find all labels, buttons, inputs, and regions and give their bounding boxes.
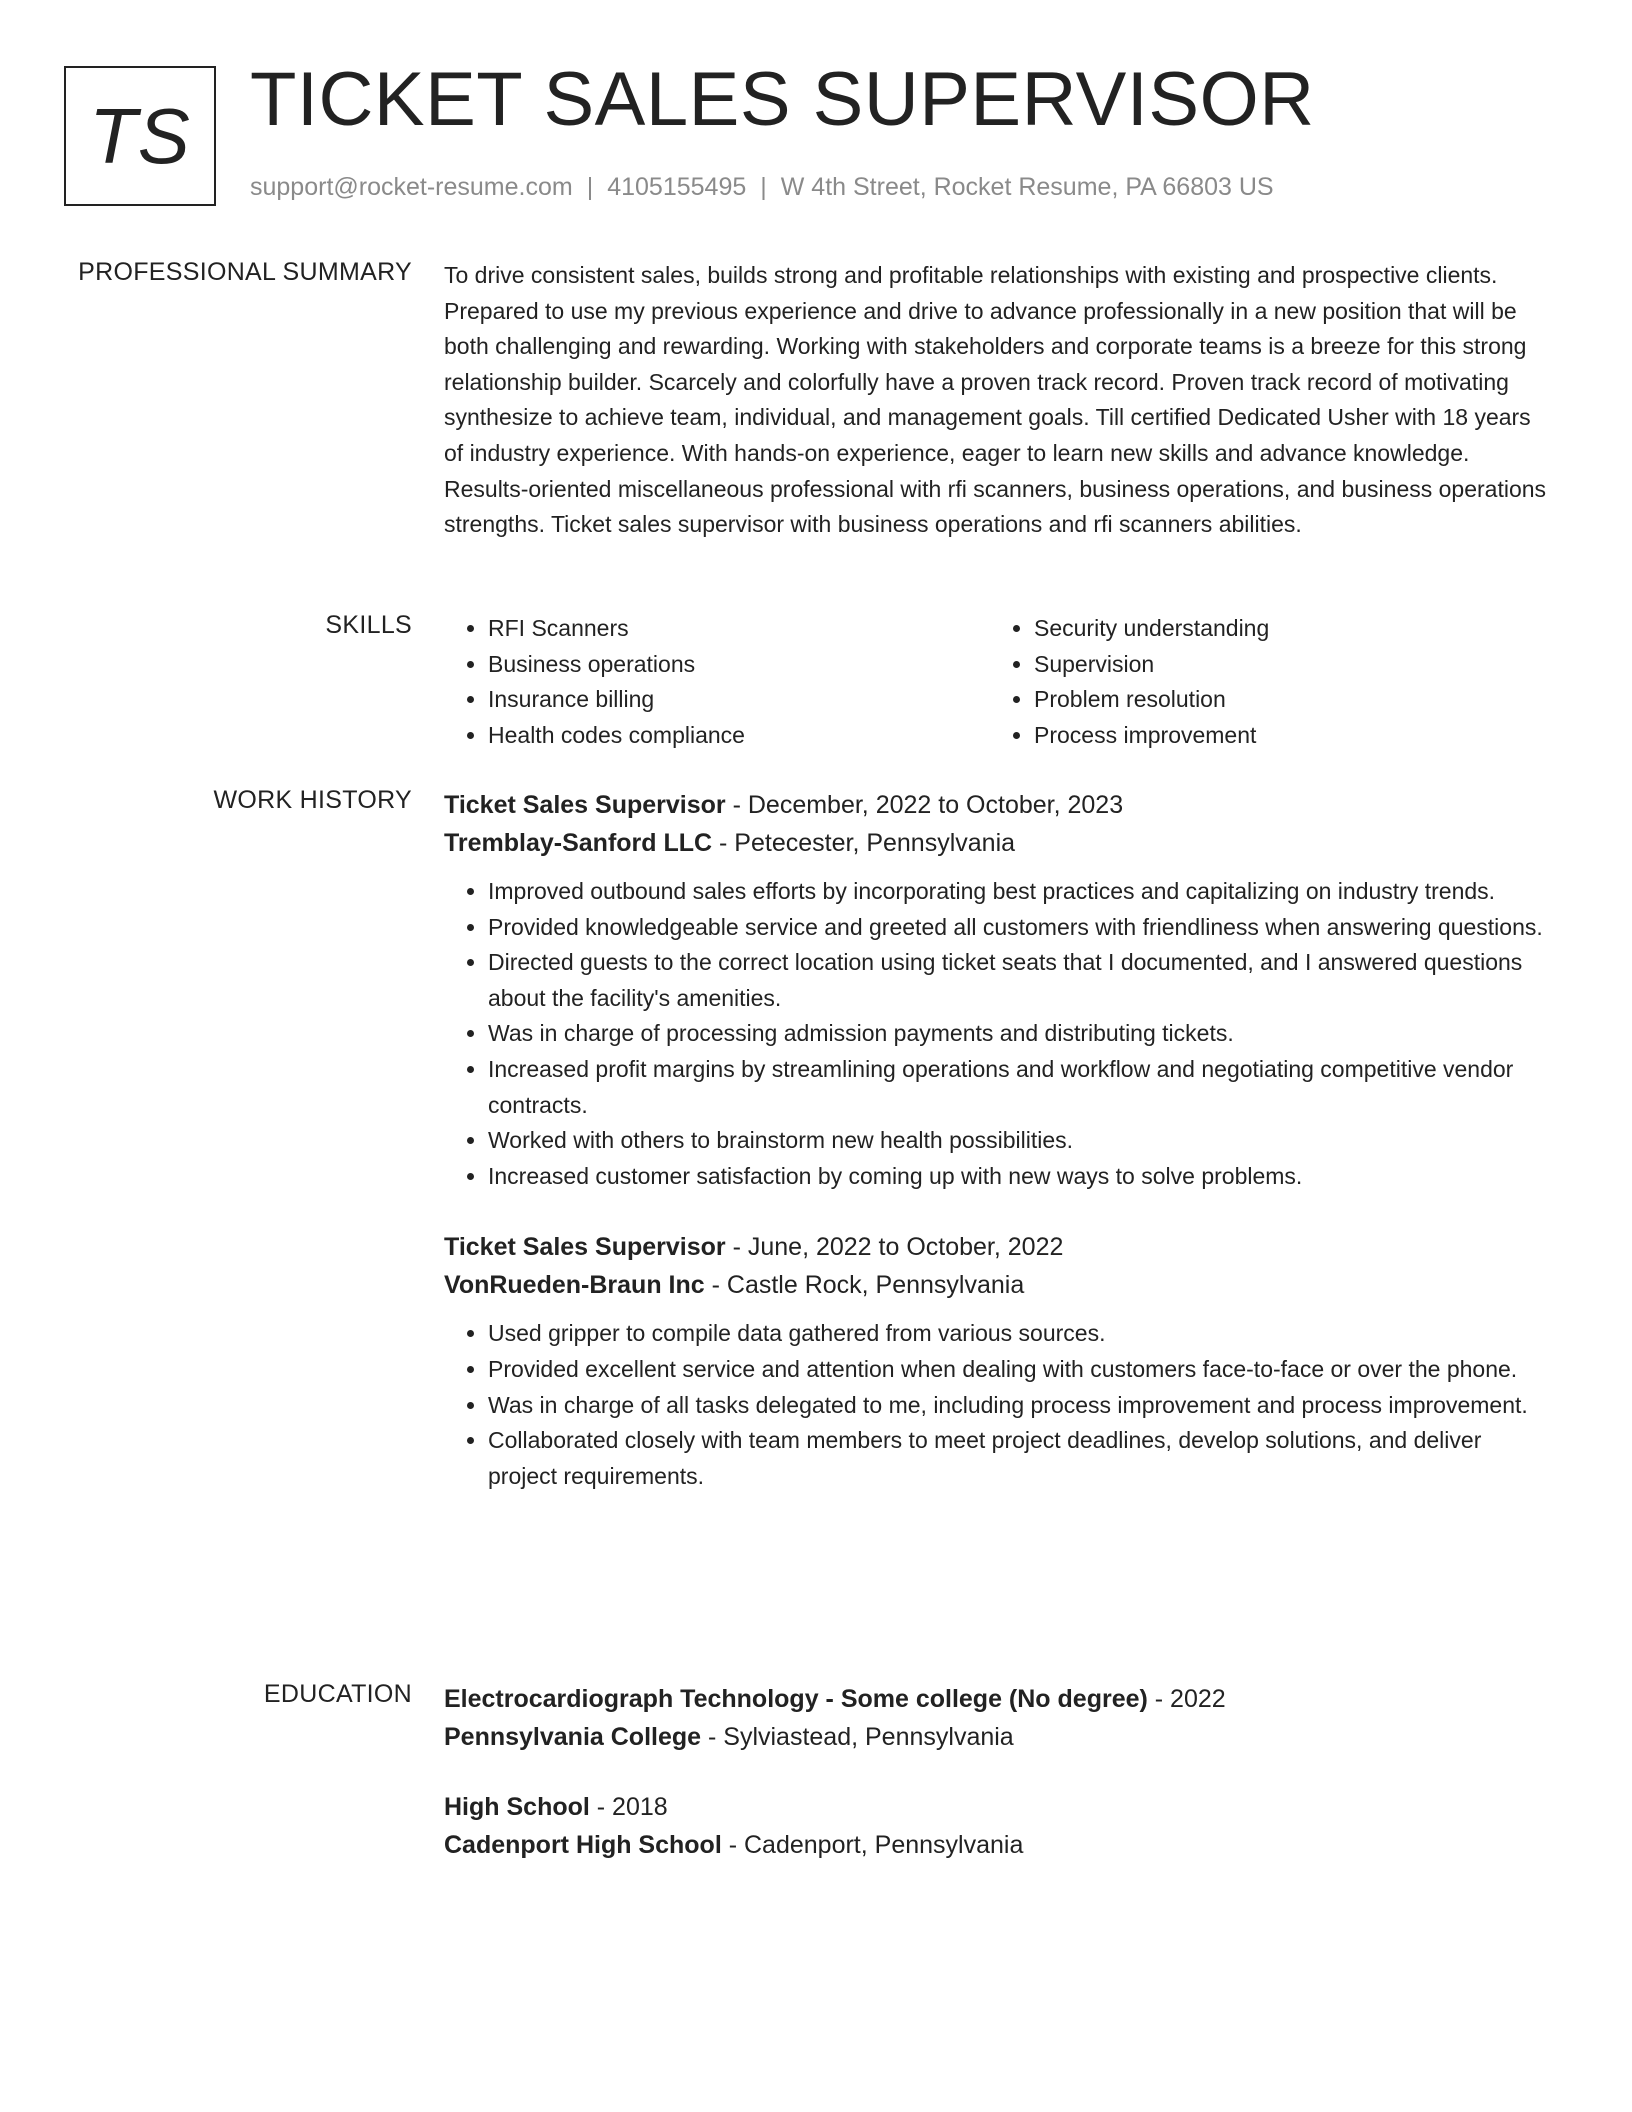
skills-list-right <box>990 611 1536 753</box>
skills-heading: SKILLS <box>325 611 412 639</box>
company-line <box>444 824 1556 862</box>
company-location: - Castle Rock, Pennsylvania <box>704 1271 1025 1300</box>
job-title-line <box>444 1228 1556 1266</box>
school-location: - Cadenport, Pennsylvania <box>721 1831 1024 1859</box>
candidate-name: TICKET SALES SUPERVISOR <box>250 57 1315 142</box>
job-bullet: • Was in charge of processing admission payments and distributing tickets. <box>488 1016 1556 1052</box>
skill-item: • RFI Scanners <box>488 611 990 647</box>
skills-list-left <box>444 611 990 753</box>
degree-year: - 2022 <box>1147 1685 1226 1713</box>
skill-item: • Business operations <box>488 647 990 683</box>
monogram-logo <box>64 66 216 206</box>
job-entry <box>444 786 1556 1194</box>
job-bullet: • Improved outbound sales efforts by incorporating best practices and capitalizing on industry trends. <box>488 874 1556 910</box>
monogram-initials: TS <box>89 91 191 180</box>
education-body <box>444 1680 1556 1896</box>
skill-item: • Process improvement <box>1034 718 1536 754</box>
work-history-body <box>444 786 1556 1528</box>
school-line <box>444 1718 1556 1756</box>
job-bullets <box>444 1316 1556 1494</box>
summary-body <box>444 258 1556 543</box>
job-title: Ticket Sales Supervisor <box>444 791 726 819</box>
company-name: VonRueden-Braun Inc <box>444 1271 705 1300</box>
company-line <box>444 1266 1556 1304</box>
contact-separator: | <box>760 173 767 201</box>
skill-item: • Problem resolution <box>1034 682 1536 718</box>
skill-item: • Health codes compliance <box>488 718 990 754</box>
job-bullet: • Was in charge of all tasks delegated to me, including process improvement and process improvement. <box>488 1388 1556 1424</box>
degree-line <box>444 1680 1556 1718</box>
degree-name: High School <box>444 1793 590 1821</box>
job-bullet: • Provided excellent service and attention when dealing with customers face-to-face or over the phone. <box>488 1352 1556 1388</box>
education-entry <box>444 1680 1556 1756</box>
contact-phone[interactable]: 4105155495 <box>607 173 747 201</box>
degree-name: Electrocardiograph Technology - Some college (No degree) <box>444 1685 1148 1713</box>
education-entry <box>444 1788 1556 1864</box>
work-history-heading: WORK HISTORY <box>213 786 412 814</box>
job-bullet: • Worked with others to brainstorm new health possibilities. <box>488 1123 1556 1159</box>
skill-item: • Supervision <box>1034 647 1536 683</box>
skills-body <box>444 611 1556 753</box>
skills-grid <box>444 611 1556 753</box>
job-bullet: • Provided knowledgeable service and greeted all customers with friendliness when answering questions. <box>488 910 1556 946</box>
company-name: Tremblay-Sanford LLC <box>444 829 713 857</box>
job-title-line <box>444 786 1556 824</box>
school-name: Cadenport High School <box>444 1831 722 1859</box>
contact-address: W 4th Street, Rocket Resume, PA 66803 US <box>780 173 1274 201</box>
degree-line <box>444 1788 1556 1826</box>
job-bullet: • Used gripper to compile data gathered from various sources. <box>488 1316 1556 1352</box>
contact-separator: | <box>586 173 594 201</box>
job-bullet: • Increased profit margins by streamlining operations and workflow and negotiating competitive vendor contracts. <box>488 1052 1556 1123</box>
contact-email[interactable]: support@rocket-resume.com <box>250 173 573 201</box>
job-dates: - December, 2022 to October, 2023 <box>725 791 1124 819</box>
school-name: Pennsylvania College <box>444 1723 702 1751</box>
education-heading: EDUCATION <box>263 1680 412 1708</box>
summary-text: To drive consistent sales, builds strong and profitable relationships with existing and prospective clients. Prepared to use my previous experience and drive to advance professionally in a new position that will be both challenging and rewarding. Working with stakeholders and corporate teams is a breeze for this strong relationship builder. Scarcely and colorfully have a proven track record. Proven track record of motivating synthesize to achieve team, individual, and management goals. Till certified Dedicated Usher with 18 years of industry experience. With hands-on experience, eager to learn new skills and advance knowledge. Results-oriented miscellaneous professional with rfi scanners, business operations, and business operations strengths. Ticket sales supervisor with business operations and rfi scanners abilities. <box>444 262 1547 538</box>
job-title: Ticket Sales Supervisor <box>444 1233 726 1262</box>
job-dates: - June, 2022 to October, 2022 <box>725 1233 1064 1262</box>
job-bullet: • Directed guests to the correct location using ticket seats that I documented, and I answered questions about the facility's amenities. <box>488 945 1556 1016</box>
skill-item: • Insurance billing <box>488 682 990 718</box>
job-entry <box>444 1228 1556 1494</box>
skill-item: • Security understanding <box>1034 611 1536 647</box>
job-bullets <box>444 874 1556 1194</box>
degree-year: - 2018 <box>589 1793 668 1821</box>
job-bullet: • Increased customer satisfaction by coming up with new ways to solve problems. <box>488 1159 1556 1195</box>
company-location: - Petecester, Pennsylvania <box>712 829 1016 857</box>
job-bullet: • Collaborated closely with team members to meet project deadlines, develop solutions, and deliver project requirements. <box>488 1423 1556 1494</box>
school-line <box>444 1826 1556 1864</box>
school-location: - Sylviastead, Pennsylvania <box>701 1723 1014 1751</box>
summary-heading: PROFESSIONAL SUMMARY <box>78 258 412 286</box>
contact-line <box>250 173 1274 202</box>
